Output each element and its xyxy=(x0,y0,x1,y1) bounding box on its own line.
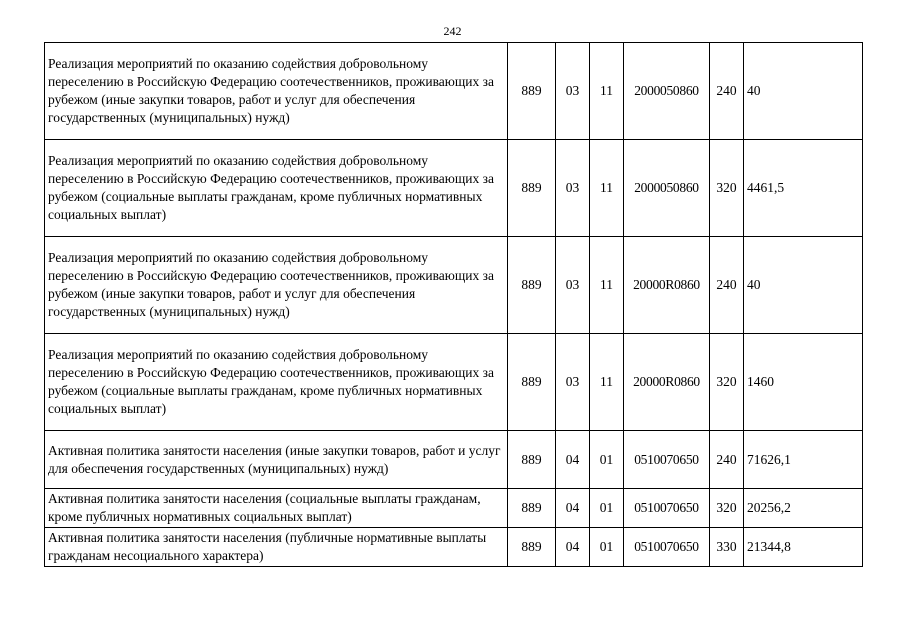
row-grbs: 889 xyxy=(508,431,556,489)
row-rz: 04 xyxy=(556,431,590,489)
row-rz: 03 xyxy=(556,334,590,431)
row-pr: 01 xyxy=(590,489,624,528)
row-pr: 11 xyxy=(590,334,624,431)
row-pr: 11 xyxy=(590,237,624,334)
table-row xyxy=(45,489,863,528)
row-amount: 1460 xyxy=(744,334,863,431)
table-row xyxy=(45,431,863,489)
row-vr: 330 xyxy=(710,528,744,567)
row-vr: 240 xyxy=(710,431,744,489)
budget-table xyxy=(44,42,863,567)
table-row xyxy=(45,43,863,140)
page-number: 242 xyxy=(443,24,462,38)
row-vr: 320 xyxy=(710,489,744,528)
row-vr: 320 xyxy=(710,334,744,431)
row-pr: 11 xyxy=(590,140,624,237)
row-amount: 4461,5 xyxy=(744,140,863,237)
row-csr: 20000R0860 xyxy=(624,237,710,334)
row-vr: 240 xyxy=(710,43,744,140)
row-rz: 04 xyxy=(556,489,590,528)
row-amount: 71626,1 xyxy=(744,431,863,489)
row-rz: 03 xyxy=(556,237,590,334)
row-description: Реализация мероприятий по оказанию содействия добровольному переселению в Российскую Федерацию соотечественников, проживающих за рубежом (социальные выплаты гражданам, кроме публичных нормативных социальных выплат) xyxy=(45,334,508,431)
row-vr: 320 xyxy=(710,140,744,237)
row-grbs: 889 xyxy=(508,489,556,528)
row-grbs: 889 xyxy=(508,140,556,237)
row-amount: 20256,2 xyxy=(744,489,863,528)
row-csr: 0510070650 xyxy=(624,431,710,489)
row-rz: 04 xyxy=(556,528,590,567)
row-description: Активная политика занятости населения (публичные нормативные выплаты гражданам несоциального характера) xyxy=(45,528,508,567)
row-amount: 40 xyxy=(744,43,863,140)
table-row xyxy=(45,528,863,567)
row-csr: 0510070650 xyxy=(624,528,710,567)
row-csr: 2000050860 xyxy=(624,43,710,140)
row-description: Активная политика занятости населения (иные закупки товаров, работ и услуг для обеспечения государственных (муниципальных) нужд) xyxy=(45,431,508,489)
row-csr: 20000R0860 xyxy=(624,334,710,431)
row-pr: 11 xyxy=(590,43,624,140)
table-row xyxy=(45,334,863,431)
row-grbs: 889 xyxy=(508,43,556,140)
row-grbs: 889 xyxy=(508,528,556,567)
row-amount: 21344,8 xyxy=(744,528,863,567)
row-amount: 40 xyxy=(744,237,863,334)
row-vr: 240 xyxy=(710,237,744,334)
row-rz: 03 xyxy=(556,43,590,140)
row-grbs: 889 xyxy=(508,237,556,334)
row-csr: 0510070650 xyxy=(624,489,710,528)
row-csr: 2000050860 xyxy=(624,140,710,237)
row-description: Реализация мероприятий по оказанию содействия добровольному переселению в Российскую Федерацию соотечественников, проживающих за рубежом (социальные выплаты гражданам, кроме публичных нормативных социальных выплат) xyxy=(45,140,508,237)
row-description: Реализация мероприятий по оказанию содействия добровольному переселению в Российскую Федерацию соотечественников, проживающих за рубежом (иные закупки товаров, работ и услуг для обеспечения государственных (муниципальных) нужд) xyxy=(45,43,508,140)
table-row xyxy=(45,140,863,237)
row-description: Активная политика занятости населения (социальные выплаты гражданам, кроме публичных нормативных социальных выплат) xyxy=(45,489,508,528)
row-pr: 01 xyxy=(590,431,624,489)
row-pr: 01 xyxy=(590,528,624,567)
table-row xyxy=(45,237,863,334)
row-description: Реализация мероприятий по оказанию содействия добровольному переселению в Российскую Федерацию соотечественников, проживающих за рубежом (иные закупки товаров, работ и услуг для обеспечения государственных (муниципальных) нужд) xyxy=(45,237,508,334)
row-rz: 03 xyxy=(556,140,590,237)
row-grbs: 889 xyxy=(508,334,556,431)
